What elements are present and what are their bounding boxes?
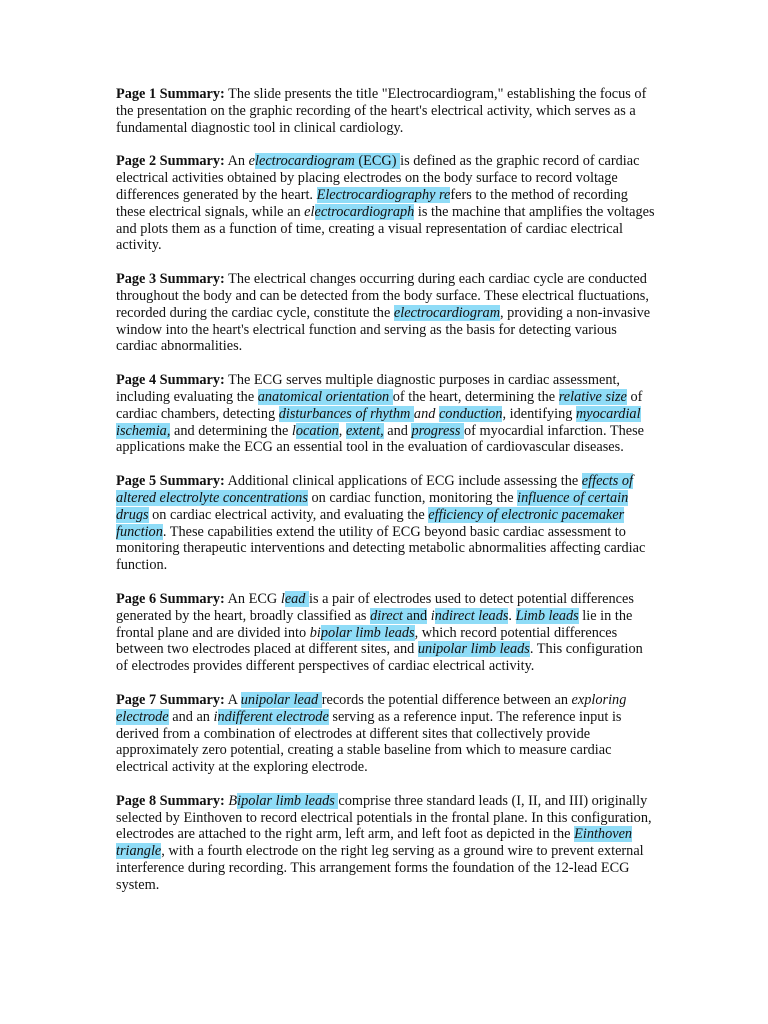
highlighted-term: electrocardiogram: [393, 304, 501, 321]
summary-text: is a pair of electrodes used to detect potential differences generated by the heart, broadly classified as: [116, 590, 634, 624]
summary-paragraph: [116, 372, 656, 456]
summary-paragraph: [116, 86, 656, 136]
highlighted-term: lectrocardiogram: [255, 153, 355, 170]
summary-text: A: [224, 691, 241, 708]
highlighted-term: anatomical orientation: [257, 388, 393, 405]
summary-text: on cardiac function, monitoring the: [307, 489, 518, 506]
summary-text: comprise three standard leads (I, II, and III) originally selected by Einthoven to record electrical potentials in the frontal plane. In this configuration, electrodes are attached to the right arm, left arm, and left foot as depicted in the: [116, 792, 652, 843]
summary-text: is defined as the graphic record of cardiac electrical activities obtained by placing electrodes on the body surface to record voltage differences generated by the heart.: [116, 153, 640, 203]
summary-text: and an: [168, 708, 214, 725]
summary-text: , with a fourth electrode on the right leg serving as a ground wire to prevent external interference during recording. This arrangement forms the foundation of the 12-lead ECG system.: [116, 843, 644, 893]
summary-label: Page 5 Summary:: [116, 473, 225, 490]
summary-text: of the heart, determining the: [392, 388, 559, 405]
highlighted-term: myocardial ischemia,: [116, 405, 641, 439]
highlighted-term: conduction: [438, 405, 503, 422]
highlighted-term: ead: [284, 590, 310, 607]
summary-text: . This configuration of electrodes provides different perspectives of cardiac electrical activity.: [116, 641, 643, 675]
summary-text: Additional clinical applications of ECG include assessing the: [224, 473, 582, 490]
summary-label: Page 6 Summary:: [116, 590, 225, 607]
summary-text: . These capabilities extend the utility of ECG beyond basic cardiac assessment to monitoring therapeutic interventions and detecting metabolic abnormalities affecting cardiac function.: [116, 523, 646, 574]
highlighted-term: progress: [411, 422, 465, 439]
summary-text: An ECG: [224, 590, 281, 607]
highlighted-term: efficiency of electronic pacemaker function: [116, 506, 625, 540]
summary-paragraph: [116, 271, 656, 355]
summary-label: Page 1 Summary:: [116, 86, 225, 102]
highlighted-term: disturbances of rhythm: [278, 405, 414, 422]
summary-text: , which record potential differences between two electrodes placed at different sites, and: [116, 624, 618, 658]
summary-text: and determining the: [170, 422, 292, 439]
highlighted-term: effects of altered electrolyte concentrations: [116, 473, 633, 506]
summary-paragraph: [116, 692, 656, 776]
summary-text: ,: [338, 422, 346, 439]
summary-text: serving as a reference input. The reference input is derived from a combination of electrodes at different sites that collectively provide approximately zero potential, creating a stable baseline from which to measure cardiac electrical activity at the exploring electrode.: [116, 708, 622, 776]
summary-label: Page 3 Summary:: [116, 271, 225, 288]
summary-text: records the potential difference between an: [321, 691, 572, 708]
summary-text: The slide presents the title "Electrocardiogram," establishing the focus of the presentation on the graphic recording of the heart's electrical activity, which serves as a fundamental diagnostic tool in clinical cardiology.: [116, 86, 647, 136]
summary-text: l: [280, 590, 285, 607]
summary-text: , providing a non-invasive window into the heart's electrical function and serving as the basis for detecting various cardiac abnormalities.: [116, 304, 651, 355]
highlighted-term: direct: [370, 607, 407, 624]
summary-text: el: [304, 203, 315, 220]
summary-label: Page 7 Summary:: [116, 691, 225, 708]
summary-text: , identifying: [502, 405, 576, 422]
summary-text: B: [228, 792, 238, 809]
summary-text: .: [508, 607, 516, 624]
highlighted-term: relative size: [558, 388, 627, 405]
document-page: [116, 86, 656, 911]
summary-paragraph: [116, 591, 656, 675]
highlighted-term: and: [406, 607, 428, 624]
highlighted-term: Limb leads: [515, 607, 579, 624]
highlighted-term: influence of certain drugs: [116, 489, 629, 523]
summary-text: of myocardial infarction. These applications make the ECG an essential tool in the evaluation of cardiovascular diseases.: [116, 422, 644, 456]
highlighted-term: electrode: [116, 708, 169, 725]
summary-text: and: [413, 405, 436, 422]
summary-text: The ECG serves multiple diagnostic purposes in cardiac assessment, including evaluating the: [116, 372, 621, 405]
summary-text: exploring: [571, 691, 627, 708]
summary-text: fers to the method of recording these electrical signals, while an: [116, 186, 628, 220]
summary-text: on cardiac electrical activity, and evaluating the: [148, 506, 429, 523]
highlighted-term: Einthoven triangle: [116, 826, 633, 860]
highlighted-term: Electrocardiography re: [316, 186, 451, 203]
highlighted-term: ocation: [295, 422, 339, 439]
highlighted-term: unipolar limb leads: [417, 641, 530, 658]
highlighted-term: ndirect leads: [434, 607, 509, 624]
highlighted-term: extent,: [345, 422, 384, 439]
summary-text: The electrical changes occurring during each cardiac cycle are conducted throughout the body and can be detected from the body surface. These electrical fluctuations, recorded during the cardiac cycle, constitute the: [116, 271, 649, 321]
summary-text: and: [383, 422, 412, 439]
summary-label: Page 4 Summary:: [116, 372, 225, 389]
summary-text: is the machine that amplifies the voltages and plots them as a function of time, creating a visual representation of cardiac electrical activity.: [116, 203, 655, 254]
highlighted-term: ndifferent electrode: [217, 708, 329, 725]
summary-paragraph: [116, 153, 656, 254]
summary-text: of cardiac chambers, detecting: [116, 388, 643, 422]
highlighted-term: (ECG): [354, 153, 401, 170]
summary-text: An: [224, 153, 249, 170]
summary-label: Page 8 Summary:: [116, 792, 225, 809]
summary-text: i: [430, 607, 435, 624]
highlighted-term: ipolar limb leads: [237, 792, 339, 809]
highlighted-term: unipolar lead: [240, 691, 322, 708]
summary-text: lie in the frontal plane and are divided into: [116, 607, 633, 641]
highlighted-term: polar limb leads: [320, 624, 415, 641]
summary-text: bi: [309, 624, 321, 641]
summary-paragraph: [116, 793, 656, 894]
summary-text: i: [213, 708, 218, 725]
summary-paragraph: [116, 473, 656, 574]
highlighted-term: ectrocardiograph: [314, 203, 415, 220]
summary-text: l: [291, 422, 296, 439]
summary-text: e: [248, 153, 256, 170]
summary-label: Page 2 Summary:: [116, 153, 225, 170]
